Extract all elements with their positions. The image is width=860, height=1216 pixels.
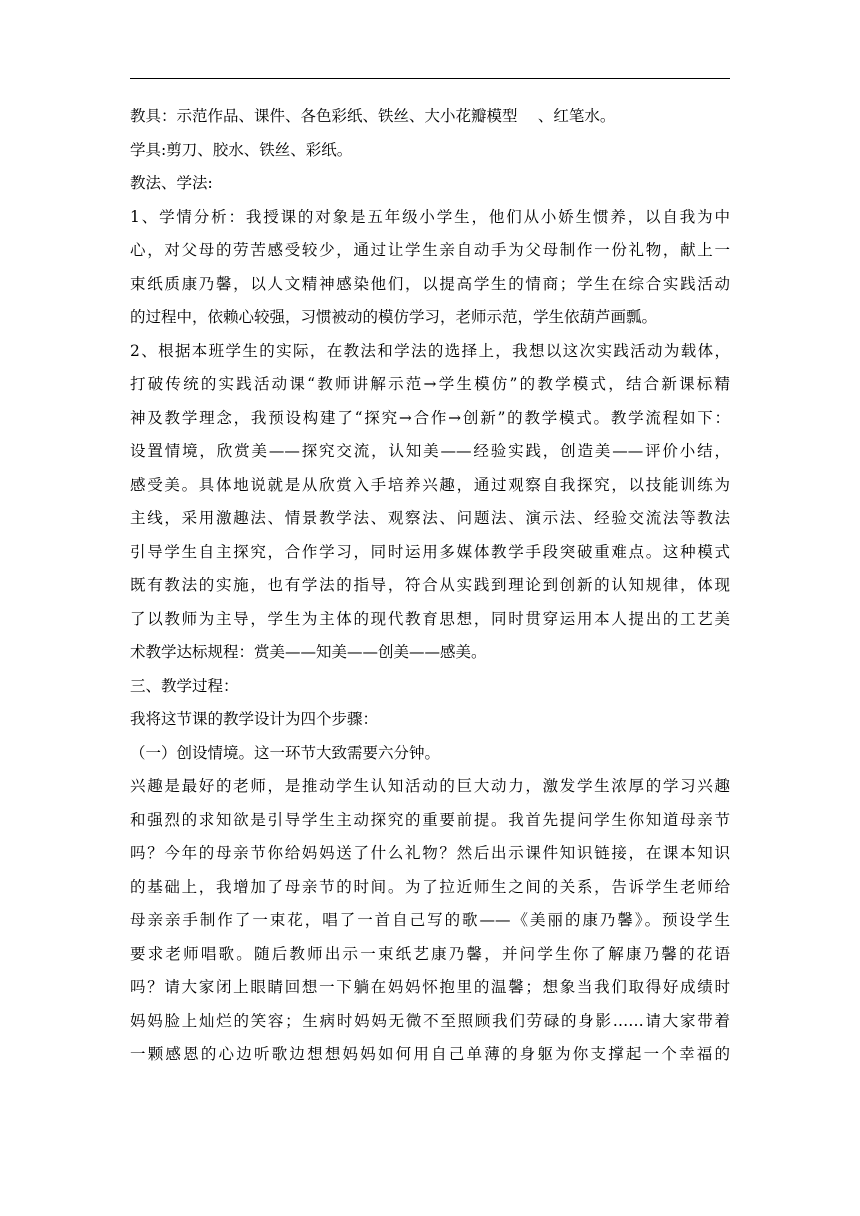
text-line: 打破传统的实践活动课“教师讲解示范→学生模仿”的教学模式，结合新课标精 <box>130 375 730 393</box>
text-line: 设置情境，欣赏美——探究交流，认知美——经验实践，创造美——评价小结， <box>130 442 730 460</box>
text-line: 吗？请大家闭上眼睛回想一下躺在妈妈怀抱里的温馨；想象当我们取得好成绩时 <box>130 978 730 996</box>
text-line: 的过程中，依赖心较强，习惯被动的模仿学习，老师示范，学生依葫芦画瓢。 <box>130 308 658 326</box>
text-line: 束纸质康乃馨，以人文精神感染他们，以提高学生的情商；学生在综合实践活动 <box>130 274 730 293</box>
document-body <box>130 100 730 1072</box>
text-line: 神及教学理念，我预设构建了“探究→合作→创新”的教学模式。教学流程如下： <box>130 408 730 427</box>
text-line: 母亲亲手制作了一束花，唱了一首自己写的歌——《美丽的康乃馨》。预设学生 <box>130 911 730 929</box>
text-line: 心，对父母的劳苦感受较少，通过让学生亲自动手为父母制作一份礼物，献上一 <box>130 241 730 259</box>
text-line-student-tools: 学具:剪刀、胶水、铁丝、彩纸。 <box>130 140 353 159</box>
text-line: 主线，采用激趣法、情景教学法、观察法、问题法、演示法、经验交流法等教法 <box>130 509 730 527</box>
text-line: 1、学情分析：我授课的对象是五年级小学生，他们从小娇生惯养，以自我为中 <box>130 207 730 226</box>
text-line: 既有教法的实施，也有学法的指导，符合从实践到理论到创新的认知规律，体现 <box>130 576 730 594</box>
text-line: 的基础上，我增加了母亲节的时间。为了拉近师生之间的关系，告诉学生老师给 <box>130 877 730 896</box>
text-line: 吗？今年的母亲节你给妈妈送了什么礼物？然后出示课件知识链接，在课本知识 <box>130 844 730 862</box>
text-line: 感受美。具体地说就是从欣赏入手培养兴趣，通过观察自我探究，以技能训练为 <box>130 475 730 494</box>
text-line: 2、根据本班学生的实际，在教法和学法的选择上，我想以这次实践活动为载体， <box>130 341 730 360</box>
text-line: 妈妈脸上灿烂的笑容；生病时妈妈无微不至照顾我们劳碌的身影……请大家带着 <box>130 1011 730 1030</box>
text-line: 和强烈的求知欲是引导学生主动探究的重要前提。我首先提问学生你知道母亲节 <box>130 810 730 829</box>
text-line: 要求老师唱歌。随后教师出示一束纸艺康乃馨，并问学生你了解康乃馨的花语 <box>130 944 730 963</box>
text-line: 了以教师为主导，学生为主体的现代教育思想，同时贯穿运用本人提出的工艺美 <box>130 609 730 628</box>
text-line: 术教学达标规程：赏美——知美——创美——感美。 <box>130 643 487 661</box>
subheading-step-one: （一）创设情境。这一环节大致需要六分钟。 <box>130 743 441 762</box>
text-line: 我将这节课的教学设计为四个步骤： <box>130 710 379 728</box>
text-line: 一颗感恩的心边听歌边想想妈妈如何用自己单薄的身躯为你支撑起一个幸福的 <box>130 1045 730 1063</box>
section-heading-teaching-process: 三、教学过程： <box>130 676 239 695</box>
text-line-teaching-aids: 教具：示范作品、课件、各色彩纸、铁丝、大小花瓣模型 、红笔水。 <box>130 107 616 125</box>
text-line: 引导学生自主探究，合作学习，同时运用多媒体教学手段突破重难点。这种模式 <box>130 542 730 561</box>
text-line: 兴趣是最好的老师，是推动学生认知活动的巨大动力，激发学生浓厚的学习兴趣 <box>130 777 730 795</box>
text-line-methods-heading: 教法、学法: <box>130 174 213 192</box>
header-rule <box>130 78 730 79</box>
